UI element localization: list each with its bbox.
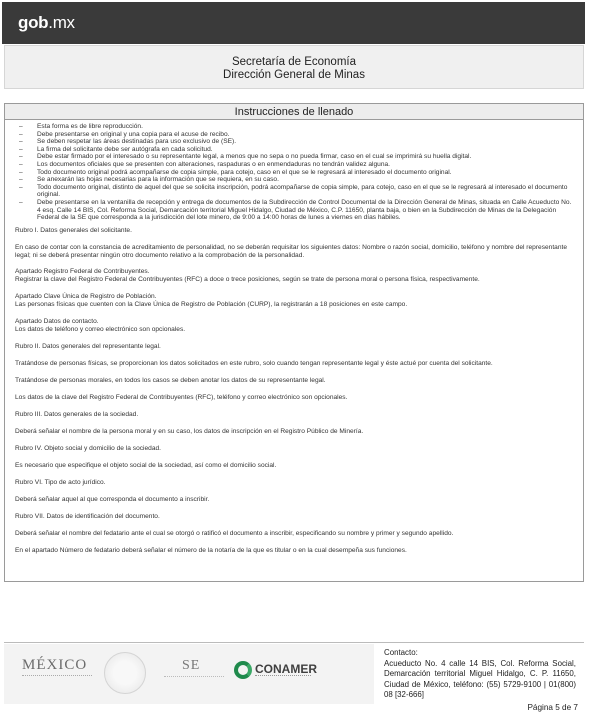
paragraph: Deberá señalar el nombre del fedatario ante el cual se otorgó o ratificó el documento a inscribir, especificando su nombre y primer y segundo apellido. xyxy=(15,529,454,537)
conamer-icon xyxy=(234,661,252,679)
rubro-heading: Rubro III. Datos generales de la sociedad. xyxy=(15,410,139,418)
page-number: Página 5 de 7 xyxy=(527,703,578,712)
list-item: – La firma del solicitante debe ser autógrafa en cada solicitud. xyxy=(19,145,213,153)
list-item: – Los documentos oficiales que se presenten con alteraciones, raspaduras o en enmendaduras no tendrán validez alguna. xyxy=(19,160,390,168)
national-seal-icon xyxy=(104,652,146,694)
paragraph: Tratándose de personas morales, en todos los casos se deben anotar los datos de su representante legal. xyxy=(15,376,326,384)
instructions-body xyxy=(5,222,583,555)
rubro-heading: Rubro I. Datos generales del solicitante. xyxy=(15,226,132,234)
list-item: – Se anexarán las hojas necesarias para la información que se requiera, en su caso. xyxy=(19,176,279,184)
rubro-heading: Rubro VII. Datos de identificación del documento. xyxy=(15,512,160,520)
paragraph: Es necesario que especifique el objeto social de la sociedad, así como el domicilio social. xyxy=(15,461,277,469)
mexico-logo-tagline xyxy=(22,675,92,677)
list-item: – Todo documento original, distinto de aquel del que se solicita inscripción, podrá acompañarse de copia simple, para cotejo, caso en el que se le regresará al interesado el documento original. xyxy=(19,183,568,199)
paragraph: Deberá señalar aquel al que corresponda el documento a inscribir. xyxy=(15,495,210,503)
footer-logos xyxy=(4,644,374,704)
list-item: – Debe presentarse en la ventanilla de recepción y entrega de documentos de la Subdirección de Control Documental de la Dirección General de Minas, situada en Calle Acueducto No. 4 esq. Calle 14 BIS, Col. Reforma Social, Demarcación territorial Miguel Hidalgo, Ciudad de México, C.P. 11650, planta baja, o bien en la Subdirección de Minas de la Delegación Federal de la SE que corresponda a la jurisdicción del lote minero, de 9:00 a 14:00 horas de lunes a viernes en días hábiles. xyxy=(19,198,572,222)
conamer-logo: CONAMER xyxy=(255,662,317,676)
gobmx-logo[interactable]: gob.mx xyxy=(18,13,75,32)
paragraph: Apartado Datos de contacto. Los datos de teléfono y correo electrónico son opcionales. xyxy=(15,318,186,333)
list-item: – Todo documento original podrá acompañarse de copia simple, para cotejo, caso en el que se le regresará al interesado el documento original. xyxy=(19,168,452,176)
instructions-section xyxy=(4,103,584,582)
paragraph: Apartado Registro Federal de Contribuyentes. Registrar la clave del Registro Federal de Contribuyentes (RFC) a doce o trece posiciones, según se trate de persona moral o persona física, respectivamente. xyxy=(15,268,480,284)
list-item: – Debe presentarse en original y una copia para el acuse de recibo. xyxy=(19,130,230,138)
paragraph: En el apartado Número de fedatario deberá señalar el número de la notaría de la que es titular o en la cual desempeña sus funciones. xyxy=(15,546,407,554)
agency-name: Secretaría de Economía xyxy=(231,56,356,68)
top-bar xyxy=(2,2,585,44)
footer xyxy=(4,644,584,704)
rubro-heading: Rubro II. Datos generales del representante legal. xyxy=(15,342,161,350)
contact-text: Acueducto No. 4 calle 14 BIS, Col. Reforma Social, Demarcación territorial Miguel Hidalgo, C. P. 11650, Ciudad de México, teléfono: (55) 5729-9100 | 01(800) 08 [32-666] xyxy=(384,658,576,700)
mexico-logo: MÉXICO xyxy=(22,657,88,673)
paragraph: Tratándose de personas físicas, se proporcionan los datos solicitados en este rubro, solo cuando tengan representante legal y éste actué por cuenta del solicitante. xyxy=(15,359,493,367)
rubro-heading: Rubro VI. Tipo de acto jurídico. xyxy=(15,478,106,486)
paragraph: En caso de contar con la constancia de acreditamiento de personalidad, no se deberán requisitar los siguientes datos: Nombre o razón social, domicilio, teléfono y nombre del representante legal; ni se deberá presentar ningún otro documento relativo a la comprobación de la personalidad. xyxy=(15,243,568,259)
list-item: – Se deben respetar las áreas destinadas para uso exclusivo de (SE). xyxy=(19,138,237,146)
instructions-title: Instrucciones de llenado xyxy=(5,104,583,120)
contact-info xyxy=(384,648,576,701)
rubro-heading: Rubro IV. Objeto social y domicilio de la sociedad. xyxy=(15,444,161,452)
agency-header xyxy=(4,45,584,89)
list-item: – Debe estar firmado por el interesado o su representante legal, a menos que no sepa o no pueda firmar, caso en el cual se imprimirá su huella digital. xyxy=(19,153,472,161)
list-item: – Esta forma es de libre reproducción. xyxy=(19,123,143,130)
se-logo: SE xyxy=(182,658,201,673)
instructions-bullet-list xyxy=(5,120,583,222)
agency-division: Dirección General de Minas xyxy=(223,69,365,81)
footer-divider xyxy=(4,642,584,643)
conamer-logo-tagline xyxy=(255,675,311,677)
paragraph: Los datos de la clave del Registro Federal de Contribuyentes (RFC), teléfono y correo electrónico son opcionales. xyxy=(15,393,348,401)
paragraph: Deberá señalar el nombre de la persona moral y en su caso, los datos de inscripción en el Registro Público de Minería. xyxy=(15,427,364,435)
se-logo-tagline xyxy=(164,676,224,678)
paragraph: Apartado Clave Única de Registro de Población. Las personas físicas que cuenten con la Clave Única de Registro de Población (CURP), la registrarán a 18 posiciones en este campo. xyxy=(15,293,408,309)
contact-title: Contacto: xyxy=(384,648,418,657)
